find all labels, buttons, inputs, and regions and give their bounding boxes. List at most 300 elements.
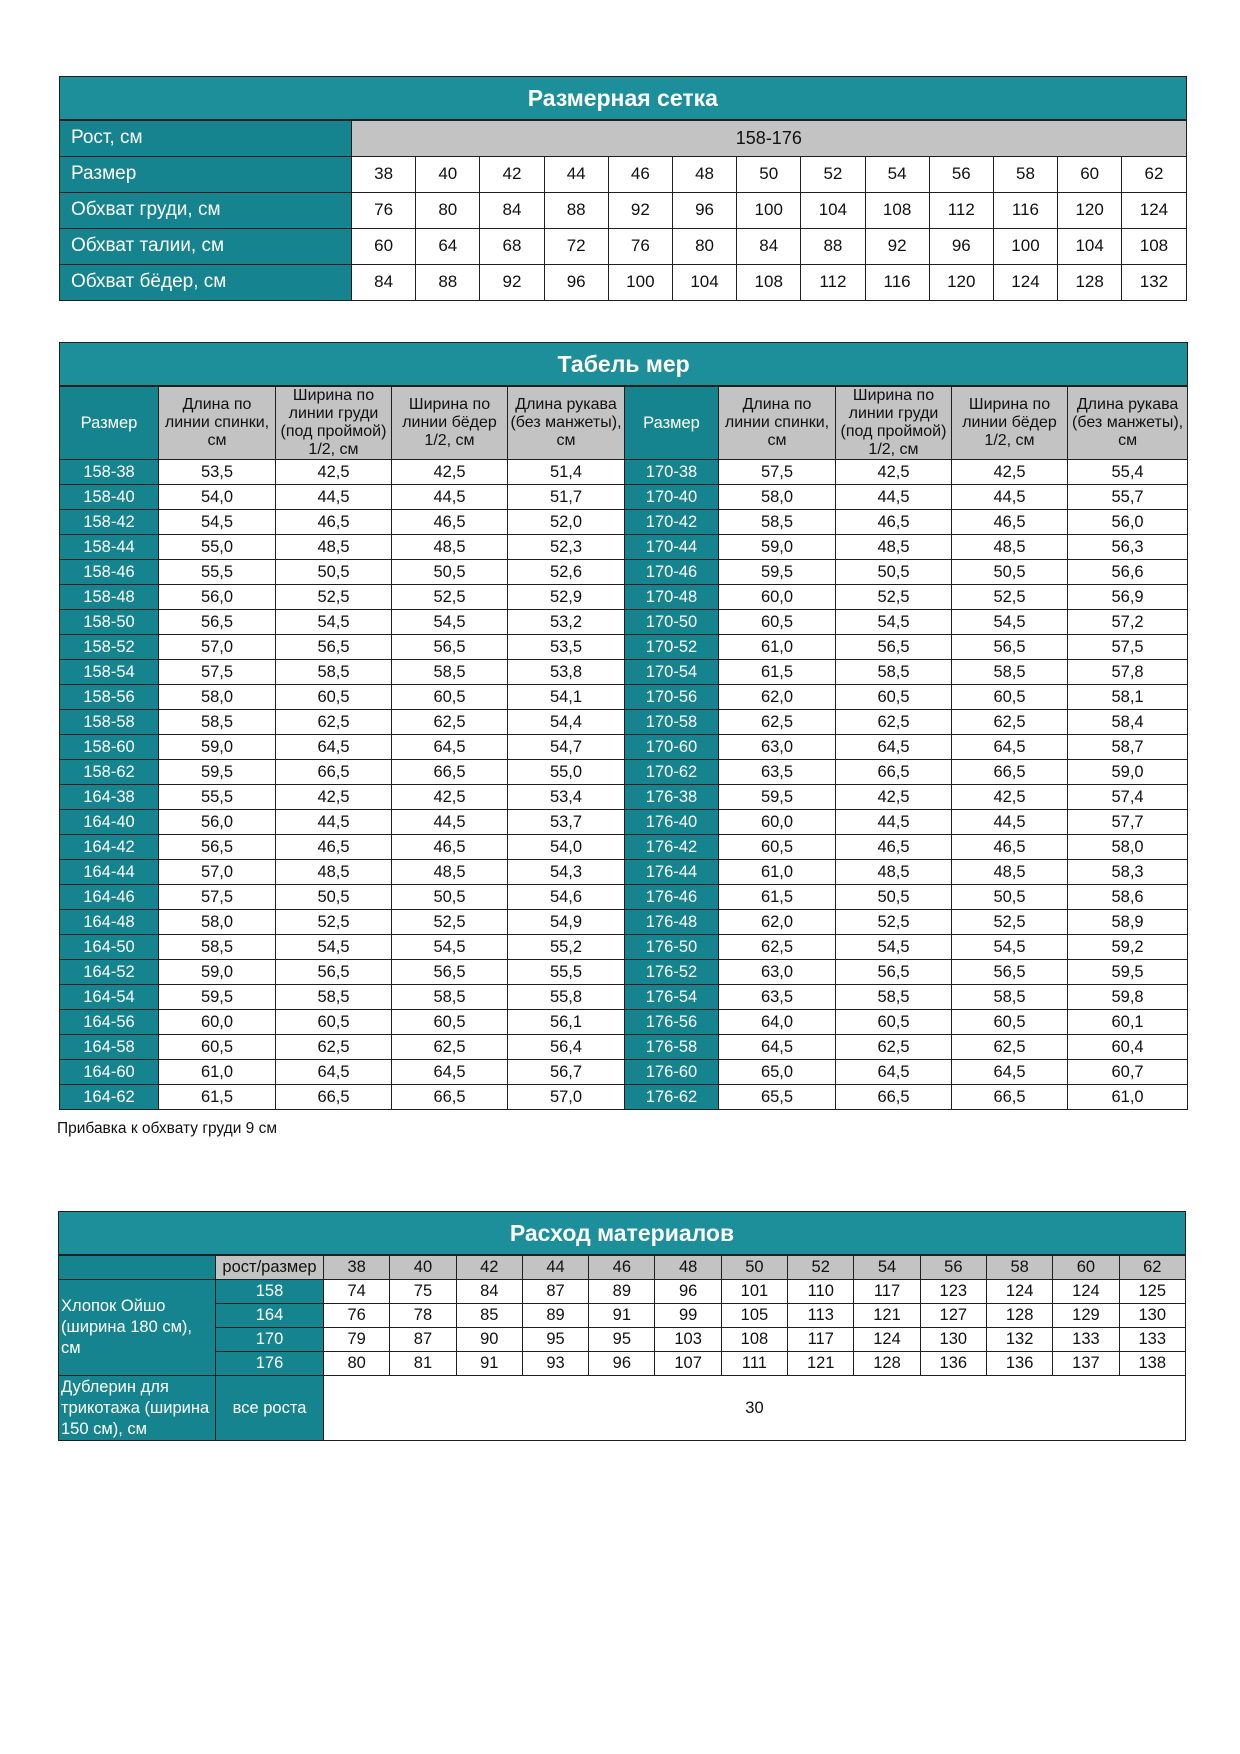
measure-value: 58,5 <box>392 985 508 1010</box>
measure-value: 62,5 <box>836 1035 952 1060</box>
measure-value: 58,1 <box>1068 685 1188 710</box>
measure-value: 48,5 <box>276 535 392 560</box>
fabric-value: 91 <box>456 1352 522 1376</box>
height-size-cell: 176-44 <box>625 860 719 885</box>
measure-value: 50,5 <box>952 885 1068 910</box>
measure-value: 64,5 <box>392 735 508 760</box>
measurement-value: 120 <box>929 264 993 300</box>
materials-size-row <box>59 1255 1186 1280</box>
measure-value: 46,5 <box>952 510 1068 535</box>
size-cell: 50 <box>737 156 801 192</box>
materials-size-cell: 52 <box>788 1255 854 1280</box>
height-size-cell: 176-60 <box>625 1060 719 1085</box>
fabric-value: 128 <box>854 1352 920 1376</box>
measure-value: 54,1 <box>508 685 625 710</box>
height-size-cell: 164-56 <box>60 1010 159 1035</box>
height-size-cell: 158-58 <box>60 710 159 735</box>
height-size-cell: 164-54 <box>60 985 159 1010</box>
materials-table <box>58 1211 1186 1441</box>
measure-value: 53,5 <box>159 460 276 485</box>
height-size-cell: 164-50 <box>60 935 159 960</box>
measure-value: 64,0 <box>719 1010 836 1035</box>
measure-value: 57,5 <box>159 660 276 685</box>
measure-value: 52,5 <box>276 910 392 935</box>
size-cell: 42 <box>480 156 544 192</box>
measure-value: 50,5 <box>392 560 508 585</box>
height-size-cell: 164-62 <box>60 1085 159 1110</box>
height-size-cell: 158-60 <box>60 735 159 760</box>
measure-value: 56,5 <box>276 960 392 985</box>
measure-value: 57,0 <box>159 860 276 885</box>
height-size-cell: 158-52 <box>60 635 159 660</box>
height-size-cell: 176-54 <box>625 985 719 1010</box>
fabric-value: 105 <box>721 1304 787 1328</box>
size-cell: 60 <box>1058 156 1122 192</box>
size-cell: 62 <box>1122 156 1186 192</box>
materials-size-cell: 44 <box>522 1255 588 1280</box>
measure-value: 56,5 <box>159 835 276 860</box>
fabric-value: 91 <box>589 1304 655 1328</box>
measure-value: 66,5 <box>392 1085 508 1110</box>
fabric-value: 121 <box>854 1304 920 1328</box>
measure-value: 59,2 <box>1068 935 1188 960</box>
size-header: Размер <box>625 386 719 460</box>
height-size-cell: 170-62 <box>625 760 719 785</box>
fabric-value: 74 <box>324 1280 390 1304</box>
height-size-cell: 158-54 <box>60 660 159 685</box>
measure-value: 66,5 <box>836 760 952 785</box>
measure-row <box>60 860 1188 885</box>
measure-value: 54,5 <box>159 510 276 535</box>
measurement-row <box>60 228 1187 264</box>
fabric-value: 117 <box>854 1280 920 1304</box>
height-size-cell: 176-48 <box>625 910 719 935</box>
measure-row <box>60 810 1188 835</box>
measure-row <box>60 660 1188 685</box>
size-cell: 38 <box>352 156 416 192</box>
fabric-value: 133 <box>1119 1328 1185 1352</box>
fabric-value: 108 <box>721 1328 787 1352</box>
measure-value: 58,5 <box>159 935 276 960</box>
chest-ease-note: Прибавка к обхвату груди 9 см <box>57 1120 278 1137</box>
measure-row <box>60 585 1188 610</box>
measure-value: 53,2 <box>508 610 625 635</box>
measure-value: 60,5 <box>159 1035 276 1060</box>
measurement-value: 124 <box>1122 192 1186 228</box>
measure-value: 46,5 <box>392 835 508 860</box>
measure-value: 54,5 <box>952 935 1068 960</box>
measure-value: 44,5 <box>836 810 952 835</box>
fabric-value: 129 <box>1053 1304 1119 1328</box>
measure-value: 60,5 <box>836 685 952 710</box>
interfacing-row <box>59 1376 1186 1441</box>
materials-size-cell: 48 <box>655 1255 721 1280</box>
measurement-value: 68 <box>480 228 544 264</box>
measure-value: 53,4 <box>508 785 625 810</box>
measure-value: 58,3 <box>1068 860 1188 885</box>
measure-value: 60,5 <box>392 685 508 710</box>
measure-value: 53,8 <box>508 660 625 685</box>
measure-value: 61,0 <box>719 860 836 885</box>
measurement-value: 88 <box>544 192 608 228</box>
size-cell: 40 <box>416 156 480 192</box>
measure-value: 60,4 <box>1068 1035 1188 1060</box>
measurement-value: 112 <box>801 264 865 300</box>
measure-value: 42,5 <box>392 460 508 485</box>
measure-value: 62,5 <box>836 710 952 735</box>
measurement-value: 92 <box>480 264 544 300</box>
measure-value: 42,5 <box>276 785 392 810</box>
fabric-row <box>59 1328 1186 1352</box>
measure-value: 52,5 <box>392 910 508 935</box>
measurement-value: 84 <box>737 228 801 264</box>
measure-value: 58,5 <box>276 660 392 685</box>
measure-value: 64,5 <box>836 735 952 760</box>
measure-value: 56,7 <box>508 1060 625 1085</box>
measure-value: 64,5 <box>392 1060 508 1085</box>
height-size-cell: 170-56 <box>625 685 719 710</box>
materials-size-cell: 46 <box>589 1255 655 1280</box>
measure-row <box>60 910 1188 935</box>
measure-value: 58,5 <box>392 660 508 685</box>
measure-value: 58,5 <box>159 710 276 735</box>
fabric-value: 89 <box>589 1280 655 1304</box>
measurement-value: 116 <box>993 192 1057 228</box>
measure-value: 48,5 <box>276 860 392 885</box>
measure-value: 54,5 <box>952 610 1068 635</box>
measure-row <box>60 685 1188 710</box>
measure-row <box>60 1085 1188 1110</box>
measure-value: 44,5 <box>392 485 508 510</box>
height-size-cell: 158-38 <box>60 460 159 485</box>
fabric-value: 81 <box>390 1352 456 1376</box>
measure-value: 62,0 <box>719 685 836 710</box>
measure-value: 62,5 <box>719 935 836 960</box>
measure-value: 63,5 <box>719 760 836 785</box>
height-size-cell: 158-56 <box>60 685 159 710</box>
measurement-value: 96 <box>544 264 608 300</box>
measure-value: 55,4 <box>1068 460 1188 485</box>
measure-value: 61,0 <box>1068 1085 1188 1110</box>
measure-row <box>60 635 1188 660</box>
measurement-value: 108 <box>1122 228 1186 264</box>
materials-title: Расход материалов <box>59 1212 1186 1256</box>
measurement-value: 124 <box>993 264 1057 300</box>
measure-value: 64,5 <box>836 1060 952 1085</box>
fabric-value: 95 <box>522 1328 588 1352</box>
measure-value: 60,5 <box>276 1010 392 1035</box>
measure-value: 56,0 <box>1068 510 1188 535</box>
measurement-value: 104 <box>672 264 736 300</box>
materials-size-cell: 62 <box>1119 1255 1185 1280</box>
measure-value: 59,5 <box>719 785 836 810</box>
measure-value: 58,5 <box>952 985 1068 1010</box>
measure-value: 56,6 <box>1068 560 1188 585</box>
interfacing-value: 30 <box>324 1376 1186 1441</box>
measure-value: 57,5 <box>719 460 836 485</box>
fabric-label: Хлопок Ойшо (ширина 180 см), см <box>59 1280 216 1376</box>
measure-value: 55,8 <box>508 985 625 1010</box>
height-size-cell: 170-46 <box>625 560 719 585</box>
measure-value: 58,9 <box>1068 910 1188 935</box>
height-size-cell: 158-44 <box>60 535 159 560</box>
measure-value: 54,5 <box>836 610 952 635</box>
measure-value: 46,5 <box>392 510 508 535</box>
measure-value: 59,5 <box>159 985 276 1010</box>
height-size-cell: 164-46 <box>60 885 159 910</box>
fabric-value: 78 <box>390 1304 456 1328</box>
measure-value: 56,9 <box>1068 585 1188 610</box>
height-size-cell: 170-50 <box>625 610 719 635</box>
measure-column-header: Ширина по линии бёдер 1/2, см <box>392 386 508 460</box>
fabric-value: 79 <box>324 1328 390 1352</box>
fabric-value: 87 <box>390 1328 456 1352</box>
measure-value: 55,5 <box>508 960 625 985</box>
measurement-value: 96 <box>672 192 736 228</box>
measure-value: 55,2 <box>508 935 625 960</box>
fabric-row <box>59 1304 1186 1328</box>
size-cell: 54 <box>865 156 929 192</box>
fabric-value: 130 <box>920 1328 986 1352</box>
height-size-cell: 170-58 <box>625 710 719 735</box>
fabric-value: 133 <box>1053 1328 1119 1352</box>
measure-value: 48,5 <box>836 860 952 885</box>
height-size-cell: 158-46 <box>60 560 159 585</box>
measure-value: 66,5 <box>276 760 392 785</box>
measure-value: 46,5 <box>276 835 392 860</box>
measure-value: 42,5 <box>952 460 1068 485</box>
height-label: Рост, см <box>60 120 352 156</box>
measurement-value: 92 <box>865 228 929 264</box>
measure-value: 58,5 <box>719 510 836 535</box>
measure-value: 50,5 <box>276 560 392 585</box>
measure-column-header: Длина по линии спинки, см <box>719 386 836 460</box>
measure-value: 61,5 <box>719 885 836 910</box>
measure-value: 64,5 <box>719 1035 836 1060</box>
size-grid-table <box>59 76 1187 301</box>
measure-value: 60,5 <box>719 835 836 860</box>
measure-value: 60,5 <box>836 1010 952 1035</box>
fabric-value: 80 <box>324 1352 390 1376</box>
measure-value: 59,0 <box>1068 760 1188 785</box>
fabric-value: 136 <box>986 1352 1052 1376</box>
measurement-value: 64 <box>416 228 480 264</box>
measure-value: 66,5 <box>952 1085 1068 1110</box>
measure-value: 52,9 <box>508 585 625 610</box>
fabric-value: 85 <box>456 1304 522 1328</box>
measure-value: 48,5 <box>836 535 952 560</box>
height-size-label: рост/размер <box>216 1255 324 1280</box>
interfacing-label: Дублерин для трикотажа (ширина 150 см), см <box>59 1376 216 1441</box>
measure-value: 66,5 <box>276 1085 392 1110</box>
height-size-cell: 176-50 <box>625 935 719 960</box>
measurement-label: Обхват груди, см <box>60 192 352 228</box>
measure-value: 57,8 <box>1068 660 1188 685</box>
fabric-value: 128 <box>986 1304 1052 1328</box>
height-size-cell: 158-50 <box>60 610 159 635</box>
height-size-cell: 164-40 <box>60 810 159 835</box>
measurement-row <box>60 192 1187 228</box>
measure-value: 58,0 <box>719 485 836 510</box>
fabric-value: 99 <box>655 1304 721 1328</box>
measure-value: 60,1 <box>1068 1010 1188 1035</box>
measure-value: 56,5 <box>159 610 276 635</box>
measure-value: 56,5 <box>392 960 508 985</box>
measure-value: 42,5 <box>836 460 952 485</box>
measure-value: 54,7 <box>508 735 625 760</box>
fabric-height: 164 <box>216 1304 324 1328</box>
measure-value: 56,4 <box>508 1035 625 1060</box>
measure-value: 61,0 <box>159 1060 276 1085</box>
height-size-cell: 158-40 <box>60 485 159 510</box>
fabric-value: 103 <box>655 1328 721 1352</box>
height-size-cell: 164-44 <box>60 860 159 885</box>
measure-value: 63,5 <box>719 985 836 1010</box>
height-size-cell: 164-58 <box>60 1035 159 1060</box>
height-size-cell: 176-62 <box>625 1085 719 1110</box>
fabric-value: 136 <box>920 1352 986 1376</box>
measure-row <box>60 1010 1188 1035</box>
measurement-value: 132 <box>1122 264 1186 300</box>
measurement-value: 92 <box>608 192 672 228</box>
height-size-cell: 170-52 <box>625 635 719 660</box>
measure-value: 58,7 <box>1068 735 1188 760</box>
measure-row <box>60 785 1188 810</box>
measure-column-header: Длина по линии спинки, см <box>159 386 276 460</box>
measure-value: 42,5 <box>952 785 1068 810</box>
measure-value: 56,0 <box>159 810 276 835</box>
fabric-value: 110 <box>788 1280 854 1304</box>
size-row <box>60 156 1187 192</box>
measure-value: 60,0 <box>719 585 836 610</box>
measurement-value: 80 <box>416 192 480 228</box>
measurement-label: Обхват талии, см <box>60 228 352 264</box>
measure-column-header: Длина рукава (без манжеты), см <box>508 386 625 460</box>
height-size-cell: 170-40 <box>625 485 719 510</box>
measure-value: 54,0 <box>508 835 625 860</box>
measure-value: 62,5 <box>392 1035 508 1060</box>
measure-value: 58,5 <box>952 660 1068 685</box>
fabric-value: 84 <box>456 1280 522 1304</box>
measure-header-row <box>60 386 1188 460</box>
fabric-height: 176 <box>216 1352 324 1376</box>
measure-value: 62,5 <box>952 710 1068 735</box>
measure-value: 54,4 <box>508 710 625 735</box>
measure-column-header: Длина рукава (без манжеты), см <box>1068 386 1188 460</box>
measure-value: 56,1 <box>508 1010 625 1035</box>
measure-value: 60,5 <box>719 610 836 635</box>
measure-value: 58,5 <box>276 985 392 1010</box>
measure-value: 58,4 <box>1068 710 1188 735</box>
measure-table <box>59 342 1188 1110</box>
measure-value: 52,3 <box>508 535 625 560</box>
materials-size-cell: 56 <box>920 1255 986 1280</box>
fabric-value: 96 <box>655 1280 721 1304</box>
measurement-value: 108 <box>737 264 801 300</box>
measurement-value: 72 <box>544 228 608 264</box>
fabric-value: 75 <box>390 1280 456 1304</box>
height-size-cell: 176-58 <box>625 1035 719 1060</box>
measure-value: 52,5 <box>952 910 1068 935</box>
measurement-label: Обхват бёдер, см <box>60 264 352 300</box>
measure-column-header: Ширина по линии груди (под проймой) 1/2, см <box>276 386 392 460</box>
measure-value: 55,5 <box>159 560 276 585</box>
measure-row <box>60 610 1188 635</box>
measure-value: 42,5 <box>392 785 508 810</box>
size-cell: 48 <box>672 156 736 192</box>
measure-row <box>60 510 1188 535</box>
fabric-value: 111 <box>721 1352 787 1376</box>
measure-row <box>60 460 1188 485</box>
height-size-cell: 164-42 <box>60 835 159 860</box>
measure-value: 62,5 <box>719 710 836 735</box>
measure-value: 58,0 <box>159 910 276 935</box>
measure-value: 58,5 <box>836 985 952 1010</box>
measure-value: 65,0 <box>719 1060 836 1085</box>
measure-value: 53,7 <box>508 810 625 835</box>
measure-row <box>60 1035 1188 1060</box>
height-size-cell: 170-42 <box>625 510 719 535</box>
measure-value: 57,2 <box>1068 610 1188 635</box>
measure-value: 59,0 <box>159 735 276 760</box>
height-size-cell: 164-60 <box>60 1060 159 1085</box>
height-size-cell: 170-38 <box>625 460 719 485</box>
measure-value: 64,5 <box>952 1060 1068 1085</box>
fabric-value: 127 <box>920 1304 986 1328</box>
measure-value: 46,5 <box>952 835 1068 860</box>
measure-value: 51,4 <box>508 460 625 485</box>
measure-value: 60,7 <box>1068 1060 1188 1085</box>
height-size-cell: 158-42 <box>60 510 159 535</box>
fabric-value: 87 <box>522 1280 588 1304</box>
fabric-value: 124 <box>1053 1280 1119 1304</box>
fabric-row <box>59 1352 1186 1376</box>
measure-value: 54,3 <box>508 860 625 885</box>
size-cell: 52 <box>801 156 865 192</box>
measure-value: 56,5 <box>836 960 952 985</box>
materials-blank <box>59 1255 216 1280</box>
measure-value: 46,5 <box>276 510 392 535</box>
measure-value: 52,0 <box>508 510 625 535</box>
fabric-value: 130 <box>1119 1304 1185 1328</box>
measure-value: 60,0 <box>159 1010 276 1035</box>
height-size-cell: 164-38 <box>60 785 159 810</box>
measurement-value: 100 <box>737 192 801 228</box>
measurement-value: 108 <box>865 192 929 228</box>
measure-value: 54,5 <box>276 610 392 635</box>
fabric-value: 89 <box>522 1304 588 1328</box>
measure-row <box>60 935 1188 960</box>
measurement-value: 80 <box>672 228 736 264</box>
height-size-cell: 158-62 <box>60 760 159 785</box>
measure-value: 62,5 <box>276 710 392 735</box>
measurement-value: 96 <box>929 228 993 264</box>
height-size-cell: 170-44 <box>625 535 719 560</box>
measurement-value: 100 <box>608 264 672 300</box>
measure-value: 54,5 <box>392 935 508 960</box>
fabric-value: 124 <box>854 1328 920 1352</box>
fabric-value: 93 <box>522 1352 588 1376</box>
measure-value: 52,5 <box>836 910 952 935</box>
measure-value: 66,5 <box>952 760 1068 785</box>
measurement-value: 76 <box>352 192 416 228</box>
interfacing-heights: все роста <box>216 1376 324 1441</box>
fabric-value: 95 <box>589 1328 655 1352</box>
measure-row <box>60 960 1188 985</box>
measure-value: 50,5 <box>392 885 508 910</box>
measure-value: 44,5 <box>392 810 508 835</box>
measurement-row <box>60 264 1187 300</box>
